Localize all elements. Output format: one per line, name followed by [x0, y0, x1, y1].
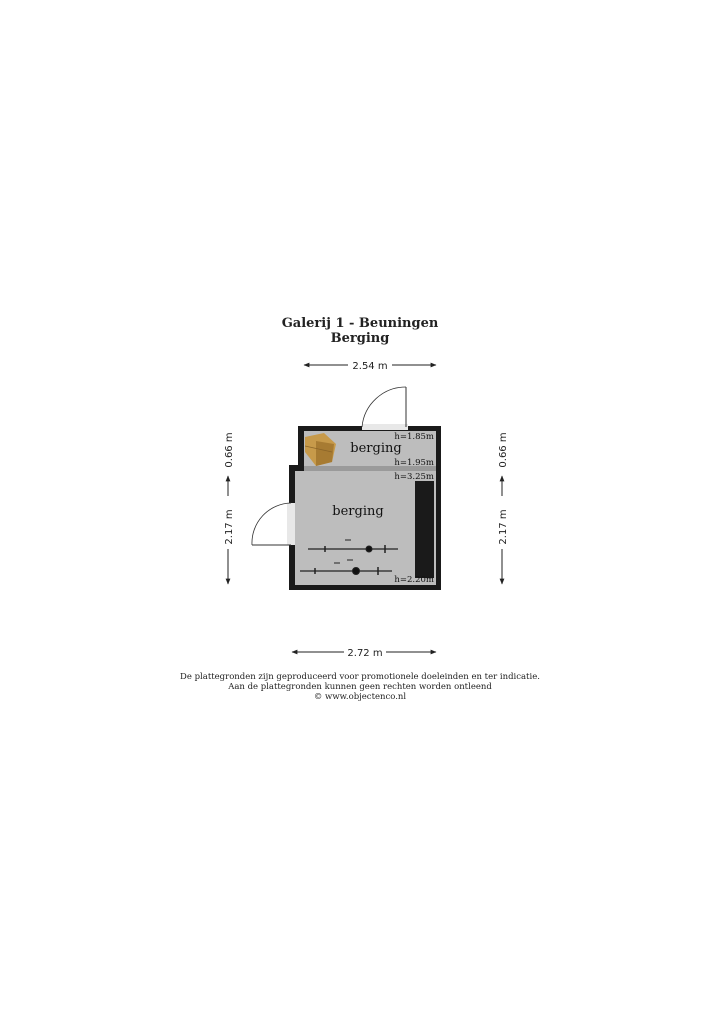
cabinet — [415, 481, 434, 578]
disclaimer-line-2: Aan de plattegronden kunnen geen rechten worden ontleend — [228, 682, 492, 692]
dimension-left-upper-label: 0.66 m — [224, 432, 235, 468]
dimension-right-upper-label: 0.66 m — [498, 432, 509, 468]
dimension-left — [224, 432, 235, 584]
dimension-top — [304, 361, 436, 372]
door-left — [252, 503, 295, 545]
dimension-left-lower-label: 2.17 m — [224, 509, 235, 545]
copyright-line: © www.objectenco.nl — [313, 692, 407, 702]
dimension-bottom — [292, 648, 436, 659]
room-label-upper: berging — [350, 441, 402, 456]
dimension-right-lower-label: 2.17 m — [498, 509, 509, 545]
dimension-right — [498, 432, 509, 584]
room-label-lower: berging — [332, 504, 384, 519]
plan-title: Galerij 1 - Beuningen — [281, 316, 439, 331]
height-lower-1: h=3.25m — [394, 472, 434, 482]
door-top — [362, 387, 408, 430]
height-upper-1: h=1.85m — [394, 432, 434, 442]
plan-subtitle: Berging — [330, 331, 390, 346]
disclaimer-line-1: De plattegronden zijn geproduceerd voor promotionele doeleinden en ter indicatie. — [180, 672, 540, 682]
height-upper-2: h=1.95m — [394, 458, 434, 468]
dimension-bottom-label: 2.72 m — [347, 648, 383, 659]
dimension-top-label: 2.54 m — [352, 361, 388, 372]
height-lower-2: h=2.20m — [394, 575, 434, 585]
